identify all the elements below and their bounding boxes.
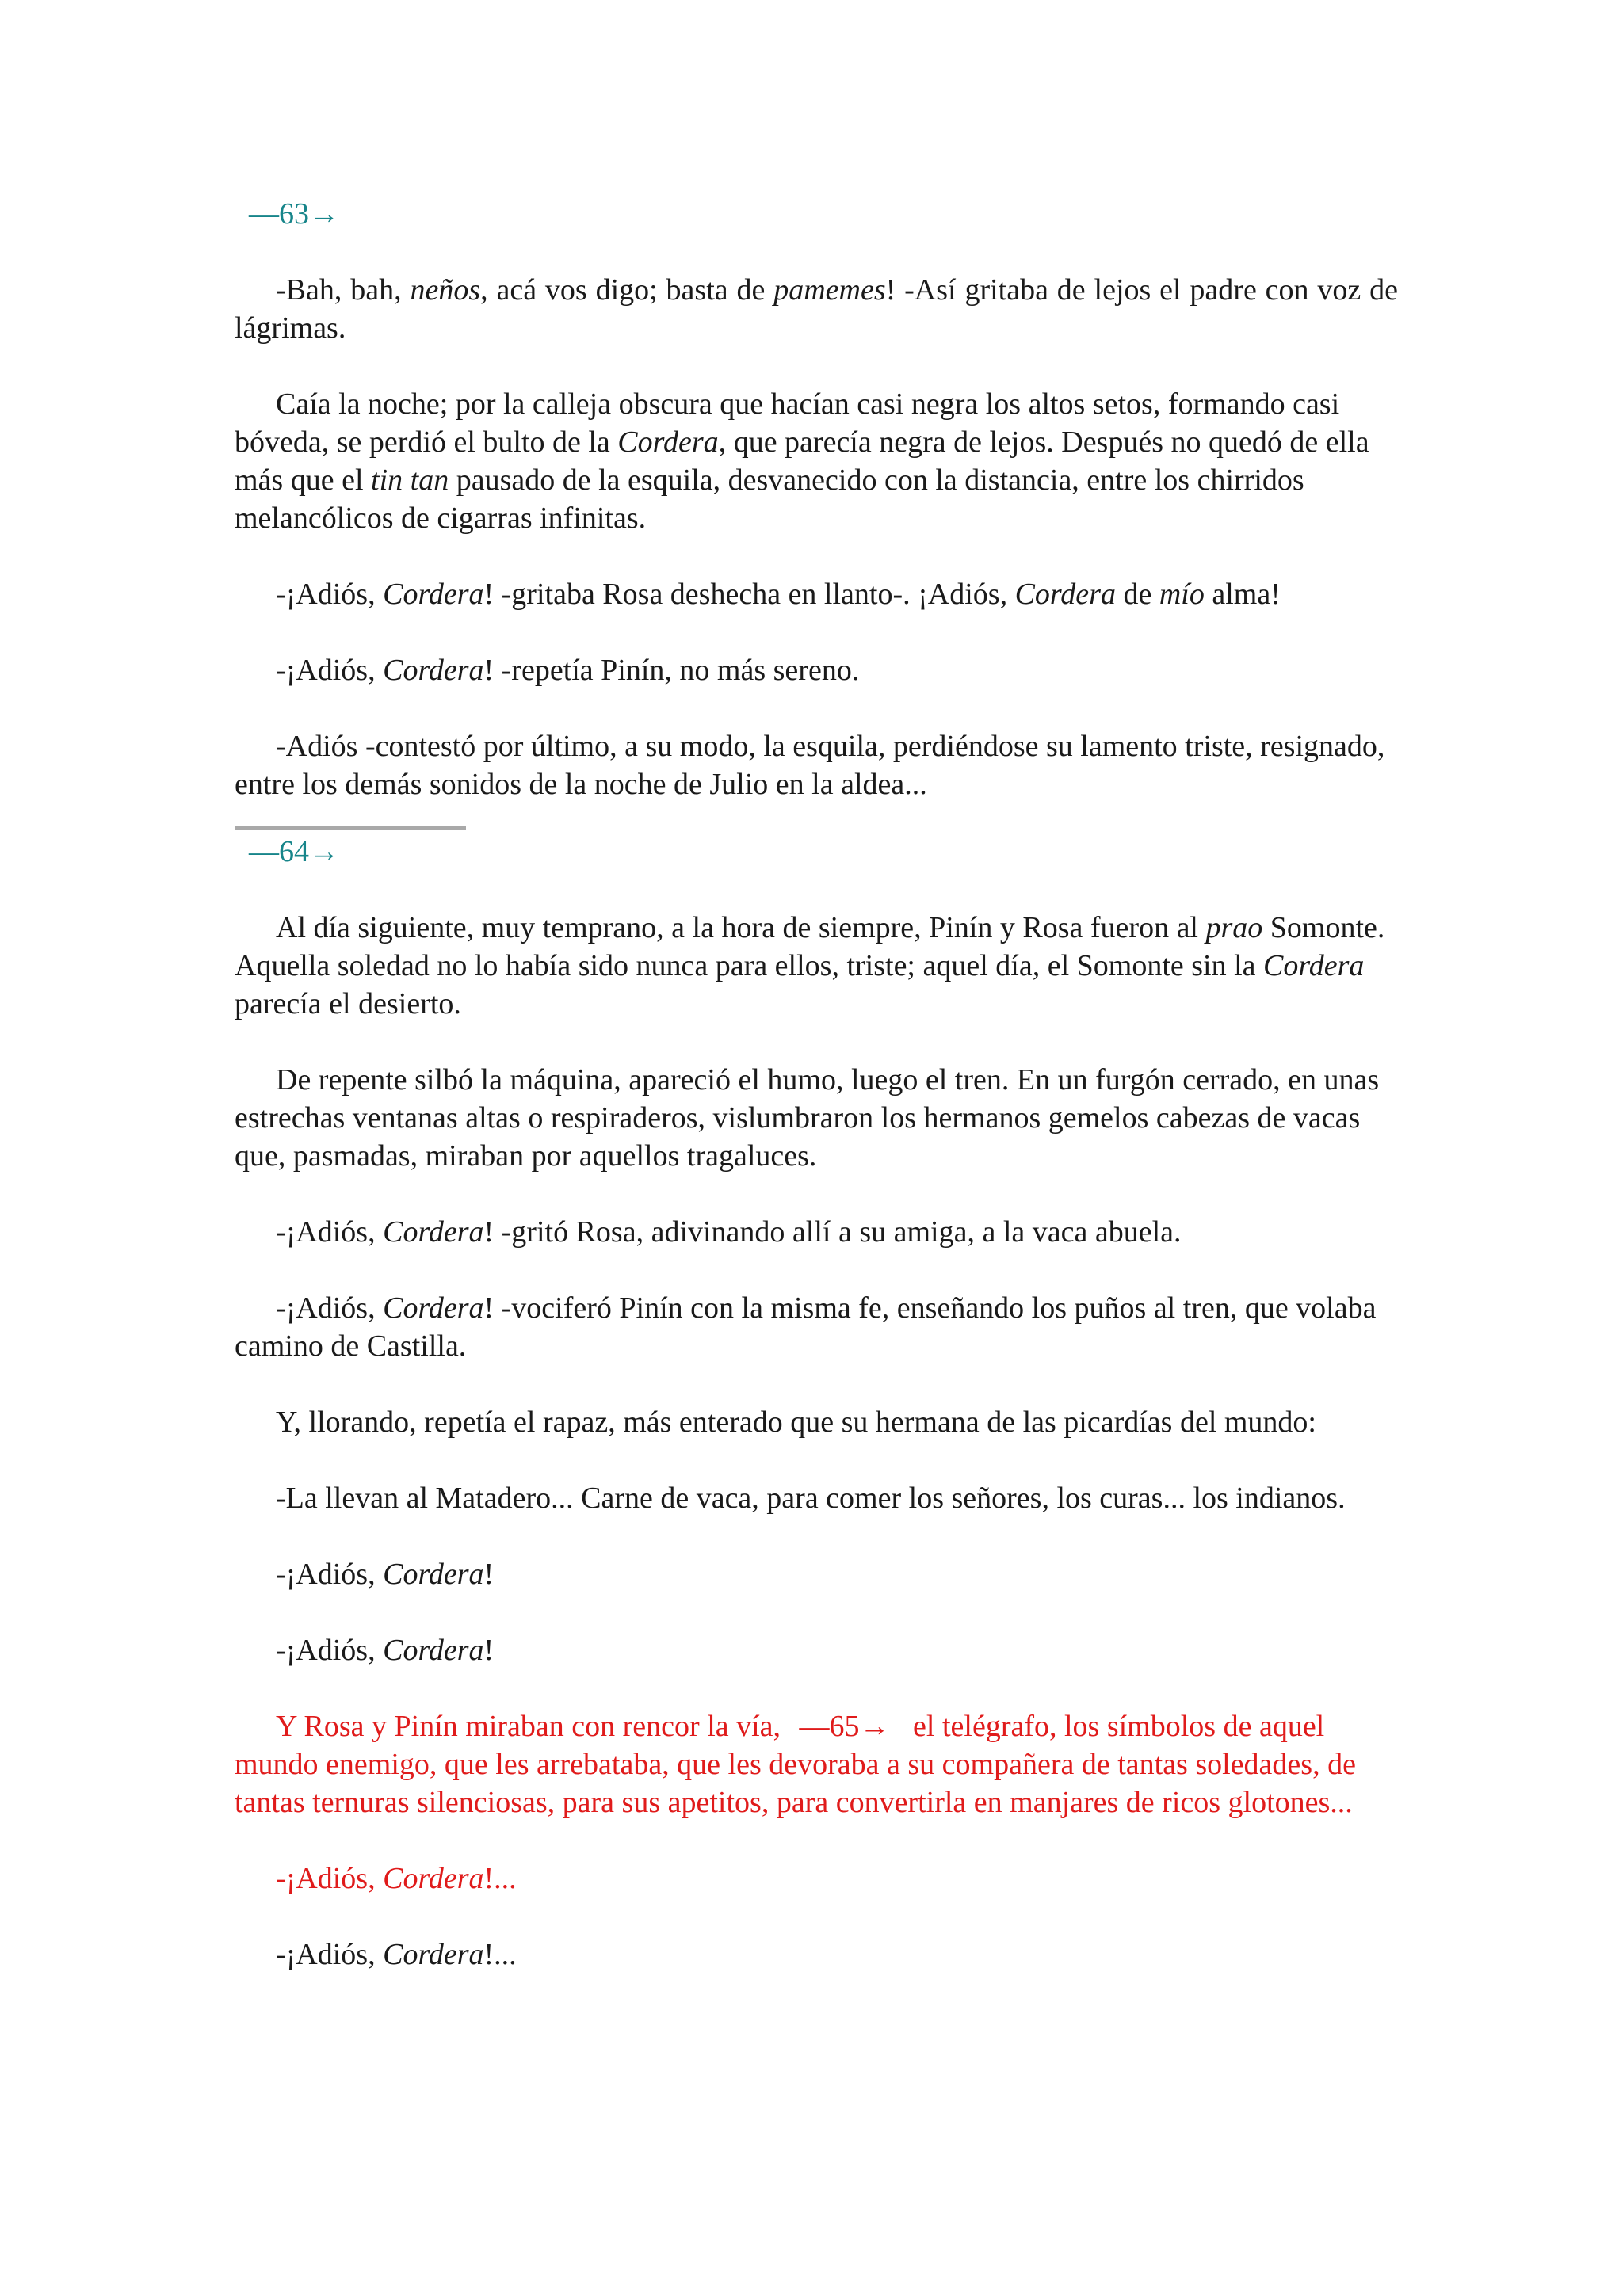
paragraph-8: -¡Adiós, Cordera! -gritó Rosa, adivinando allí a su amiga, a la vaca abuela.: [276, 1215, 1182, 1249]
page-marker-63: —63→: [249, 197, 339, 231]
paragraph-4: -¡Adiós, Cordera! -repetía Pinín, no más sereno.: [276, 654, 860, 687]
paragraph-7: De repente silbó la máquina, apareció el humo, luego el tren. En un furgón cerrado, en unas estrechas ventanas altas o respiraderos, vislumbraron los hermanos gemelos cabezas de vacas que, pasmadas, miraban por aquellos tragaluces.: [235, 1063, 1380, 1173]
highlighted-paragraph-14: Y Rosa y Pinín miraban con rencor la vía, —65→ el telégrafo, los símbolos de aquel mundo enemigo, que les arrebataba, que les devoraba a su compañera de tantas soledades, de tantas ternuras silenciosas, para sus apetitos, para convertirla en manjares de ricos glotones...: [235, 1710, 1356, 1819]
paragraph-11: -La llevan al Matadero... Carne de vaca, para comer los señores, los curas... los indianos.: [276, 1482, 1346, 1515]
page-marker-65: —65→: [799, 1710, 890, 1743]
paragraph-3: -¡Adiós, Cordera! -gritaba Rosa deshecha en llanto-. ¡Adiós, Cordera de mío alma!: [276, 578, 1281, 611]
paragraph-6: Al día siguiente, muy temprano, a la hora de siempre, Pinín y Rosa fueron al prao Somonte. Aquella soledad no lo había sido nunca para ellos, triste; aquel día, el Somonte sin la Cordera parecía el desierto.: [235, 911, 1385, 1020]
page-marker-64: —64→: [249, 835, 339, 868]
highlighted-paragraph-15: -¡Adiós, Cordera!...: [276, 1862, 517, 1895]
paragraph-5: -Adiós -contestó por último, a su modo, la esquila, perdiéndose su lamento triste, resignado, entre los demás sonidos de la noche de Julio en la aldea...: [235, 730, 1385, 801]
paragraph-9: -¡Adiós, Cordera! -vociferó Pinín con la misma fe, enseñando los puños al tren, que volaba camino de Castilla.: [235, 1291, 1377, 1363]
paragraph-13: -¡Adiós, Cordera!: [276, 1634, 495, 1667]
paragraph-16: -¡Adiós, Cordera!...: [276, 1938, 517, 1971]
document-page: [235, 0, 1398, 1974]
paragraph-12: -¡Adiós, Cordera!: [276, 1558, 495, 1591]
paragraph-2: Caía la noche; por la calleja obscura que hacían casi negra los altos setos, formando casi bóveda, se perdió el bulto de la Cordera, que parecía negra de lejos. Después no quedó de ella más que el tin tan pausado de la esquila, desvanecido con la distancia, entre los chirridos melancólicos de cigarras infinitas.: [235, 387, 1369, 535]
paragraph-10: Y, llorando, repetía el rapaz, más enterado que su hermana de las picardías del mundo:: [276, 1405, 1316, 1439]
page-break-rule: [235, 826, 466, 830]
paragraph-1: -Bah, bah, neños, acá vos digo; basta de pamemes! -Así gritaba de lejos el padre con voz de lágrimas.: [235, 273, 1398, 345]
